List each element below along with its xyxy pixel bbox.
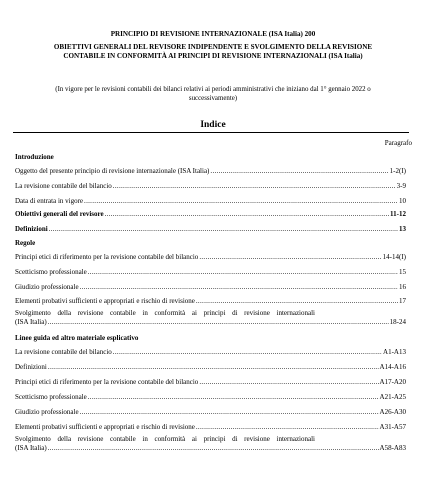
- toc-entry-paragraph: 17: [399, 297, 406, 305]
- leader-dots: [48, 444, 379, 453]
- leader-dots: [84, 197, 398, 205]
- toc-entry-paragraph: 16: [399, 283, 406, 291]
- section-heading-linee-guida: Linee guida ed altro materiale esplicativo: [15, 334, 139, 342]
- toc-entry-text: La revisione contabile del bilancio: [15, 182, 112, 190]
- leader-dots: [210, 167, 388, 175]
- toc-entry: [15, 297, 406, 305]
- toc-entry-text: La revisione contabile del bilancio: [15, 348, 112, 356]
- leader-dots: [105, 210, 389, 218]
- toc-entry: [15, 167, 406, 175]
- leader-dots: [88, 393, 379, 401]
- toc-entry-text: Data di entrata in vigore: [15, 197, 84, 205]
- toc-entry-text: Principi etici di riferimento per la revisione contabile del bilancio: [15, 378, 199, 386]
- toc-entry-text: Giudizio professionale: [15, 283, 79, 291]
- paragraph-column-label: Paragrafo: [384, 139, 412, 147]
- toc-entry: [15, 393, 406, 401]
- standard-subtitle-line-2: CONTABILE IN CONFORMITÀ AI PRINCIPI DI REVISIONE INTERNAZIONALI (ISA Italia): [63, 52, 363, 60]
- toc-entry-text-line-1: Svolgimento della revisione contabile in conformità ai principi di revisione internazionali: [15, 435, 315, 443]
- toc-entry-obiettivi: [15, 210, 406, 218]
- toc-entry-paragraph: A26-A30: [379, 408, 406, 416]
- toc-entry-paragraph: A31-A57: [379, 423, 406, 431]
- leader-dots: [80, 408, 379, 416]
- leader-dots: [199, 253, 381, 261]
- toc-entry-text-line-1: Svolgimento della revisione contabile in conformità ai principi di revisione internazionali: [15, 309, 315, 317]
- toc-entry-text: Oggetto del presente principio di revisione internazionale (ISA Italia): [15, 167, 210, 175]
- toc-entry-paragraph: A14-A16: [379, 363, 406, 371]
- toc-entry: [15, 197, 406, 205]
- toc-entry: [15, 363, 406, 371]
- toc-entry-text-line-2: (ISA Italia): [15, 317, 47, 326]
- leader-dots: [196, 423, 379, 431]
- toc-entry-text: Scetticismo professionale: [15, 393, 87, 401]
- toc-entry-paragraph: 18-24: [389, 317, 406, 326]
- toc-entry-text: Principi etici di riferimento per la revisione contabile del bilancio: [15, 253, 199, 261]
- toc-entry-paragraph: A1-A13: [383, 348, 406, 356]
- toc-entry-paragraph: 11-12: [390, 210, 406, 218]
- toc-entry-two-line: [15, 435, 406, 452]
- toc-entry-paragraph: 15: [399, 268, 406, 276]
- toc-entry: [15, 378, 406, 386]
- leader-dots: [113, 182, 396, 190]
- toc-entry: [15, 253, 406, 261]
- effective-date-note-line-2: successivamente): [188, 95, 238, 102]
- leader-dots: [48, 363, 379, 371]
- effective-date-note-line-1: (In vigore per le revisioni contabili dei bilanci relativi ai periodi amministrativi che iniziano dal 1° gennaio 2022 o: [55, 86, 371, 93]
- standard-subtitle-line-1: OBIETTIVI GENERALI DEL REVISORE INDIPENDENTE E SVOLGIMENTO DELLA REVISIONE: [53, 43, 373, 51]
- toc-entry-text: Scetticismo professionale: [15, 268, 87, 276]
- toc-entry-two-line: [15, 309, 406, 326]
- toc-entry: [15, 268, 406, 276]
- toc-entry-text: Elementi probativi sufficienti e appropriati e rischio di revisione: [15, 423, 195, 431]
- toc-entry-paragraph: A58-A83: [379, 443, 406, 452]
- section-heading-introduzione: Introduzione: [15, 153, 54, 161]
- toc-entry-paragraph: 3-9: [396, 182, 406, 190]
- toc-entry-paragraph: 1-2(I): [389, 167, 406, 175]
- leader-dots: [48, 318, 389, 327]
- toc-entry-text: Giudizio professionale: [15, 408, 79, 416]
- toc-entry-paragraph: A17-A20: [379, 378, 406, 386]
- toc-entry-paragraph: A21-A25: [379, 393, 406, 401]
- leader-dots: [199, 378, 378, 386]
- leader-dots: [49, 225, 398, 233]
- toc-entry-text: Elementi probativi sufficienti e appropriati e rischio di revisione: [15, 297, 195, 305]
- leader-dots: [113, 348, 382, 356]
- toc-entry-text: Definizioni: [15, 225, 48, 233]
- toc-entry-definizioni: [15, 225, 406, 233]
- toc-entry-paragraph: 10: [399, 197, 406, 205]
- leader-dots: [88, 268, 398, 276]
- toc-entry-text: Obiettivi generali del revisore: [15, 210, 104, 218]
- toc-entry-text-line-2: (ISA Italia): [15, 443, 47, 452]
- toc-entry: [15, 408, 406, 416]
- toc-entry-paragraph: 14-14(I): [382, 253, 406, 261]
- toc-entry-paragraph: 13: [399, 225, 406, 233]
- toc-entry: [15, 423, 406, 431]
- toc-entry: [15, 348, 406, 356]
- standard-title: PRINCIPIO DI REVISIONE INTERNAZIONALE (ISA Italia) 200: [110, 30, 316, 38]
- leader-dots: [80, 283, 398, 291]
- index-title: Indice: [200, 120, 226, 130]
- toc-entry: [15, 182, 406, 190]
- toc-entry-text: Definizioni: [15, 363, 47, 371]
- title-divider: [13, 132, 409, 133]
- leader-dots: [196, 297, 398, 305]
- toc-entry: [15, 283, 406, 291]
- section-heading-regole: Regole: [15, 239, 36, 247]
